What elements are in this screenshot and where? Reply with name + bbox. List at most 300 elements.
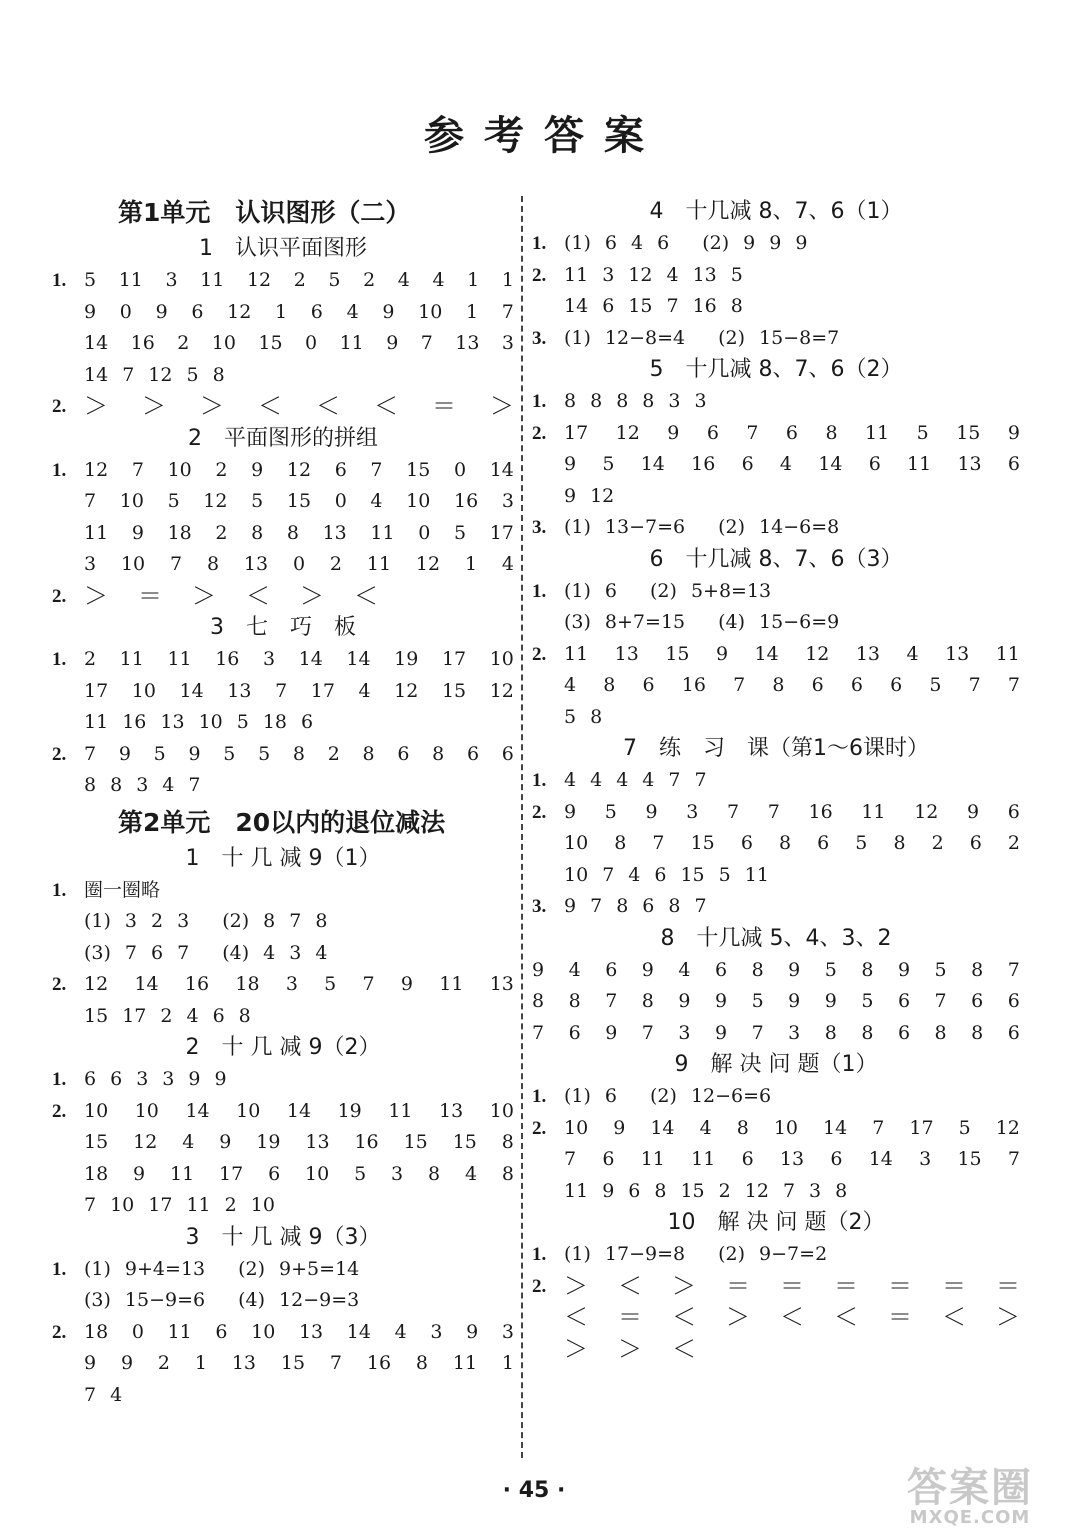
answer-value: 10: [250, 1194, 275, 1216]
answer-value: 5: [453, 521, 467, 544]
answer-value: 4: [779, 453, 792, 475]
answer-value: (1): [564, 1085, 591, 1107]
answer-value: 7: [122, 363, 135, 386]
answer-value: (1): [84, 1257, 111, 1280]
answer-value: 6: [602, 1148, 615, 1170]
question-number: 1.: [52, 649, 67, 670]
answer-line: [532, 1018, 1020, 1050]
answer-value: 6: [1007, 800, 1020, 823]
answer-line: [564, 891, 1020, 923]
answer-value: 10: [564, 832, 589, 854]
answer-value: 11: [186, 1194, 211, 1216]
answer-value: 14: [84, 332, 109, 354]
answer-value: 6: [212, 1004, 225, 1027]
answer-value: 2: [215, 521, 228, 544]
answer-value: 6: [971, 990, 984, 1012]
answer-value: 11: [907, 453, 932, 475]
answer-value: 14: [179, 679, 204, 702]
answer-value: 12−8=4: [604, 326, 686, 349]
answer-value: 3: [165, 269, 178, 291]
answer-line: [84, 707, 514, 739]
answer-value: 4: [564, 674, 577, 696]
answer-value: 8: [432, 742, 445, 765]
answer-value: ＜: [618, 1271, 642, 1300]
answer-line: [564, 1113, 1020, 1145]
answer-value: 6: [84, 1068, 97, 1090]
answer-value: 0: [418, 521, 431, 544]
answer-value: 14: [754, 642, 779, 665]
answer-value: 3: [678, 1021, 691, 1044]
answer-value: 13: [489, 973, 514, 995]
answer-value: 1: [275, 300, 288, 323]
answer-value: 11: [995, 642, 1020, 665]
answer-value: 5: [929, 674, 942, 696]
answer-value: 4: [346, 300, 359, 323]
answer-value: 14: [868, 1148, 893, 1170]
answer-value: 14: [564, 295, 589, 317]
answer-value: 6: [602, 295, 615, 317]
question: [532, 386, 1020, 418]
answer-value: 11: [640, 1148, 665, 1170]
answer-value: 14: [489, 458, 514, 481]
answer-value: 6: [897, 990, 911, 1012]
answer-value: 9: [400, 973, 413, 995]
answer-value: ＝: [942, 1271, 966, 1300]
answer-value: 18: [262, 711, 288, 733]
answer-value: 9: [564, 895, 577, 917]
answer-line: [84, 391, 514, 423]
answer-value: 15: [441, 679, 467, 702]
answer-value: 8: [415, 1352, 428, 1374]
answer-value: 8: [212, 363, 225, 386]
answer-value: 5: [564, 705, 577, 728]
answer-value: 0: [292, 553, 306, 575]
answer-value: 9: [613, 1116, 626, 1139]
answer-value: 8: [668, 895, 681, 917]
question: [532, 639, 1020, 734]
answer-value: ＞: [726, 1303, 750, 1331]
answer-value: ＞: [84, 581, 108, 610]
answer-value: 5: [824, 958, 837, 981]
answer-value: 9: [564, 453, 577, 475]
answer-value: 6: [334, 458, 347, 481]
answer-value: ＝: [888, 1303, 912, 1331]
answer-value: 18: [84, 1162, 109, 1185]
answer-value: 5: [236, 711, 249, 733]
answer-value: 10: [236, 1099, 261, 1122]
answer-value: 6: [628, 1179, 641, 1202]
answer-value: 12: [84, 458, 109, 481]
answer-value: 12: [628, 263, 653, 286]
answer-value: ＞: [672, 1271, 696, 1300]
answer-value: 3: [162, 1068, 175, 1090]
answer-value: (2): [203, 910, 250, 932]
question: [52, 644, 514, 739]
answer-value: ＞: [192, 581, 216, 610]
answer-value: 3: [809, 1179, 822, 1202]
answer-value: 6: [969, 832, 982, 854]
answer-value: 3: [430, 1320, 443, 1343]
answer-value: 8: [251, 521, 264, 544]
answer-value: (2): [219, 1257, 266, 1280]
lesson-heading: 10 解 决 问 题（2）: [667, 1210, 885, 1235]
answer-value: 8: [590, 705, 603, 728]
answer-value: 13−7=6: [604, 516, 686, 538]
question: [532, 512, 1020, 544]
answer-value: 6: [605, 958, 618, 981]
question: [532, 260, 1020, 323]
answer-value: 9: [84, 300, 97, 323]
answer-value: 9+5=14: [279, 1257, 360, 1280]
answer-line: [84, 486, 514, 518]
answer-value: 7: [666, 295, 679, 317]
answer-value: 2: [293, 269, 306, 291]
answer-value: 9: [564, 800, 577, 823]
lesson-heading: 8 十几减 5、4、3、2: [660, 925, 892, 951]
answer-value: 15: [258, 332, 283, 354]
answer-value: 19: [394, 648, 419, 670]
answer-value: 15−6=9: [759, 611, 840, 633]
answer-value: 6: [817, 832, 830, 854]
answer-value: 5: [861, 990, 874, 1012]
answer-value: 11: [564, 642, 589, 665]
answer-value: 7: [84, 490, 97, 512]
answer-value: 7: [1007, 958, 1020, 981]
answer-value: 6: [191, 300, 204, 323]
answer-value: 10: [134, 1099, 159, 1122]
answer-value: 14: [286, 1099, 312, 1122]
answer-value: 7: [275, 679, 288, 702]
answer-line: [84, 1380, 514, 1412]
answer-value: 6: [151, 941, 164, 964]
answer-value: 6: [301, 711, 314, 733]
answer-value: 9: [564, 484, 577, 507]
answer-value: 16: [215, 648, 240, 670]
answer-value: 7: [124, 941, 138, 964]
answer-value: 9: [133, 1162, 146, 1185]
answer-value: 6: [642, 674, 655, 696]
answer-value: 10: [131, 679, 156, 702]
answer-value: 17: [489, 521, 514, 544]
question: [52, 875, 514, 970]
answer-value: 5: [186, 363, 199, 386]
answer-value: 8: [778, 832, 792, 854]
answer-value: 7: [934, 990, 947, 1012]
question: [532, 418, 1020, 513]
question: [532, 765, 1020, 797]
answer-value: 12: [84, 973, 109, 995]
answer-value: 7: [170, 553, 183, 575]
answer-value: 3: [501, 1320, 514, 1343]
answer-value: 4: [568, 958, 581, 981]
answer-value: 9: [188, 1068, 201, 1090]
answer-value: 11: [84, 711, 109, 733]
answer-value: ＝: [138, 581, 162, 610]
answer-line: [84, 518, 514, 550]
answer-value: ＝: [834, 1271, 858, 1300]
answer-value: 12: [415, 553, 441, 575]
answer-value: (1): [564, 579, 591, 602]
answer-value: 2: [1007, 832, 1020, 854]
answer-line: [564, 765, 1020, 797]
question: [532, 1113, 1020, 1208]
answer-value: 7: [1007, 1148, 1020, 1170]
answer-line: [84, 360, 514, 392]
answer-value: 8: [971, 958, 984, 981]
answer-value: 15: [690, 832, 715, 854]
answer-value: 2: [177, 332, 190, 354]
answer-value: 13: [692, 263, 717, 286]
answer-value: 11: [339, 332, 364, 354]
answer-value: ＜: [942, 1303, 966, 1331]
answer-value: 8: [971, 1021, 984, 1044]
answer-line: [564, 607, 1020, 639]
answer-value: 7: [84, 742, 97, 765]
answer-value: (4): [699, 611, 746, 633]
answer-value: 6: [604, 232, 618, 254]
answer-value: 5: [167, 490, 180, 512]
answer-value: 7: [84, 1194, 97, 1216]
answer-value: 15−8=7: [759, 326, 840, 349]
answer-value: 17: [310, 679, 335, 702]
answer-value: 5: [153, 742, 166, 765]
answer-value: 7: [602, 863, 615, 886]
answer-value: 10: [489, 1099, 514, 1122]
question-number: 2.: [52, 743, 67, 765]
question-number: 1.: [532, 1086, 547, 1107]
answer-value: 4: [464, 1162, 478, 1185]
question: [532, 1239, 1020, 1271]
answer-value: ＝: [780, 1271, 804, 1300]
answer-value: 13: [243, 553, 269, 575]
question-number: 1.: [532, 233, 547, 254]
answer-value: 15: [680, 863, 705, 886]
answer-value: 3: [602, 263, 615, 286]
answer-value: 8: [84, 774, 97, 796]
answer-value: 4: [394, 1320, 407, 1343]
answer-value: 7: [131, 458, 144, 481]
answer-line: [564, 481, 1020, 513]
answer-value: 7: [289, 910, 302, 932]
unit-heading: 第1单元 认识图形（二）: [118, 198, 411, 227]
answer-value: 10: [211, 332, 236, 354]
answer-value: 10: [406, 490, 431, 512]
answer-line: [564, 1081, 1020, 1113]
answer-value: 4: [590, 769, 603, 791]
answer-value: 11: [388, 1099, 413, 1122]
lesson-heading: 1 十 几 减 9（1）: [185, 845, 381, 871]
answer-line: [84, 1254, 514, 1286]
lesson-heading: 3 十 几 减 9（3）: [185, 1224, 381, 1250]
answer-value: 12−6=6: [690, 1085, 772, 1107]
answer-value: 12: [227, 300, 252, 323]
answer-line: [84, 1348, 514, 1380]
answer-value: 6: [740, 832, 753, 854]
answer-value: 17: [84, 679, 109, 702]
answer-value: 8: [861, 1021, 874, 1044]
answer-value: 3: [124, 910, 138, 932]
question-number: 3.: [532, 327, 547, 349]
answer-value: 4: [315, 941, 328, 964]
answer-value: 7: [501, 300, 514, 323]
answer-value: 8: [315, 910, 328, 932]
question-number: 2.: [52, 396, 67, 417]
answer-value: 6: [714, 958, 728, 981]
answer-value: 10: [110, 1194, 135, 1216]
answer-value: 5: [934, 958, 947, 981]
answer-value: 9: [645, 800, 658, 823]
answer-value: 11: [452, 1352, 478, 1374]
answer-value: 15: [665, 642, 690, 665]
answer-value: 4: [699, 1116, 712, 1139]
answer-value: 5: [958, 1116, 971, 1139]
answer-value: ＞: [618, 1334, 642, 1363]
question: [532, 891, 1020, 923]
lesson-heading: 4 十几减 8、7、6（1）: [649, 199, 903, 224]
answer-value: (3): [84, 941, 111, 964]
answer-value: 7: [188, 774, 201, 796]
answer-value: 6: [110, 1068, 123, 1090]
answer-value: 11: [200, 269, 225, 291]
question-number: 2.: [532, 801, 547, 823]
answer-value: 14: [298, 648, 323, 670]
answer-value: 7: [605, 990, 618, 1012]
answer-value: (1): [564, 516, 591, 538]
answer-value: 6: [642, 895, 655, 917]
answer-line: [564, 1271, 1020, 1303]
answer-value: ＝: [618, 1303, 642, 1331]
answer-value: 9: [788, 990, 801, 1012]
answer-value: 9: [678, 990, 691, 1012]
answer-value: 13: [957, 453, 982, 475]
answer-value: 3: [84, 553, 97, 575]
question-number: 1.: [532, 1244, 547, 1265]
answer-value: 8: [603, 674, 616, 696]
answer-value: 16: [354, 1131, 379, 1153]
answer-value: 13: [227, 679, 252, 702]
answer-value: (1): [564, 232, 591, 254]
question-number: 2.: [532, 643, 547, 665]
answer-value: 圈一圈略: [84, 878, 161, 901]
answer-value: 14: [84, 363, 109, 386]
answer-line: [84, 328, 514, 360]
answer-value: 14: [346, 1320, 371, 1343]
answer-value: 6: [741, 1148, 754, 1170]
answer-value: 5: [916, 421, 929, 444]
answer-value: 12: [489, 679, 514, 702]
question-number: 1.: [52, 270, 67, 291]
answer-value: 3: [694, 390, 707, 412]
question: [52, 969, 514, 1032]
watermark-url: MXQE.COM: [909, 1507, 1031, 1528]
answer-value: 15−9=6: [124, 1289, 206, 1311]
question: [532, 955, 1020, 1050]
answer-value: 8: [238, 1004, 251, 1027]
answer-value: 10: [305, 1162, 330, 1185]
answer-value: 7: [652, 832, 665, 854]
answer-value: 10: [119, 490, 144, 512]
answer-value: 13: [855, 642, 881, 665]
answer-value: 7: [177, 941, 190, 964]
answer-value: 7: [362, 973, 375, 995]
answer-value: 11: [366, 553, 392, 575]
answer-value: 4: [616, 769, 629, 791]
answer-value: 7: [329, 1352, 342, 1374]
answer-value: 6: [850, 674, 863, 696]
answer-value: 9: [715, 642, 729, 665]
answer-value: ＝: [726, 1271, 750, 1300]
answer-value: 13: [322, 521, 347, 544]
answer-value: 13: [298, 1320, 324, 1343]
answer-value: 6: [604, 1085, 618, 1107]
answer-value: 18: [84, 1320, 109, 1343]
answer-line: [564, 418, 1020, 450]
answer-value: 3: [501, 490, 514, 512]
answer-value: 8: [532, 990, 545, 1012]
answer-value: 4: [182, 1131, 195, 1153]
answer-value: ＜: [834, 1303, 858, 1331]
answer-value: 5: [324, 973, 337, 995]
answer-value: 6: [397, 742, 410, 765]
answer-value: 7: [1007, 674, 1020, 696]
answer-value: 11: [118, 269, 143, 291]
answer-value: 6: [811, 674, 824, 696]
lesson-heading: 6 十几减 8、7、6（3）: [649, 546, 903, 572]
answer-value: 2: [329, 553, 342, 575]
answer-value: 8: [286, 521, 299, 544]
answer-value: 6: [268, 1162, 281, 1185]
answer-value: 17: [219, 1162, 244, 1185]
answer-value: 9: [667, 421, 680, 444]
answer-value: 13: [439, 1099, 464, 1122]
answer-value: ＜: [672, 1303, 696, 1331]
answer-value: 15: [406, 458, 431, 481]
answer-value: 17: [909, 1116, 934, 1139]
answer-line: [564, 828, 1020, 860]
answer-value: 16: [366, 1352, 392, 1374]
answer-line: [84, 739, 514, 771]
answer-value: 2: [224, 1194, 237, 1216]
answer-value: ＝: [996, 1271, 1020, 1300]
answer-value: (2): [699, 326, 746, 349]
answer-value: 3: [501, 332, 514, 354]
answer-value: 13: [779, 1148, 805, 1170]
lesson-heading: 1 认识平面图形: [199, 236, 367, 261]
answer-value: 8: [654, 1179, 667, 1202]
answer-value: 12: [995, 1116, 1020, 1139]
answer-value: 6: [466, 742, 480, 765]
answer-value: 11: [439, 973, 464, 995]
answer-value: 8: [641, 990, 654, 1012]
answer-value: 9: [714, 990, 728, 1012]
answer-line: [84, 644, 514, 676]
answer-value: 1: [464, 553, 478, 575]
answer-value: 9: [84, 1352, 97, 1374]
answer-value: 9: [382, 300, 395, 323]
answer-value: 10: [773, 1116, 798, 1139]
lesson-heading: 9 解 决 问 题（1）: [674, 1052, 878, 1077]
answer-value: 4: [631, 232, 644, 254]
answer-value: 7: [746, 421, 759, 444]
answer-value: 9: [788, 958, 801, 981]
question: [52, 1317, 514, 1412]
answer-value: 6: [830, 1148, 843, 1170]
lesson-heading: 7 练 习 课（第1～6课时）: [623, 736, 929, 761]
answer-value: 15: [286, 490, 312, 512]
answer-value: 1: [467, 269, 480, 291]
answer-value: 8: [501, 1131, 514, 1153]
question-number: 1.: [532, 391, 547, 412]
